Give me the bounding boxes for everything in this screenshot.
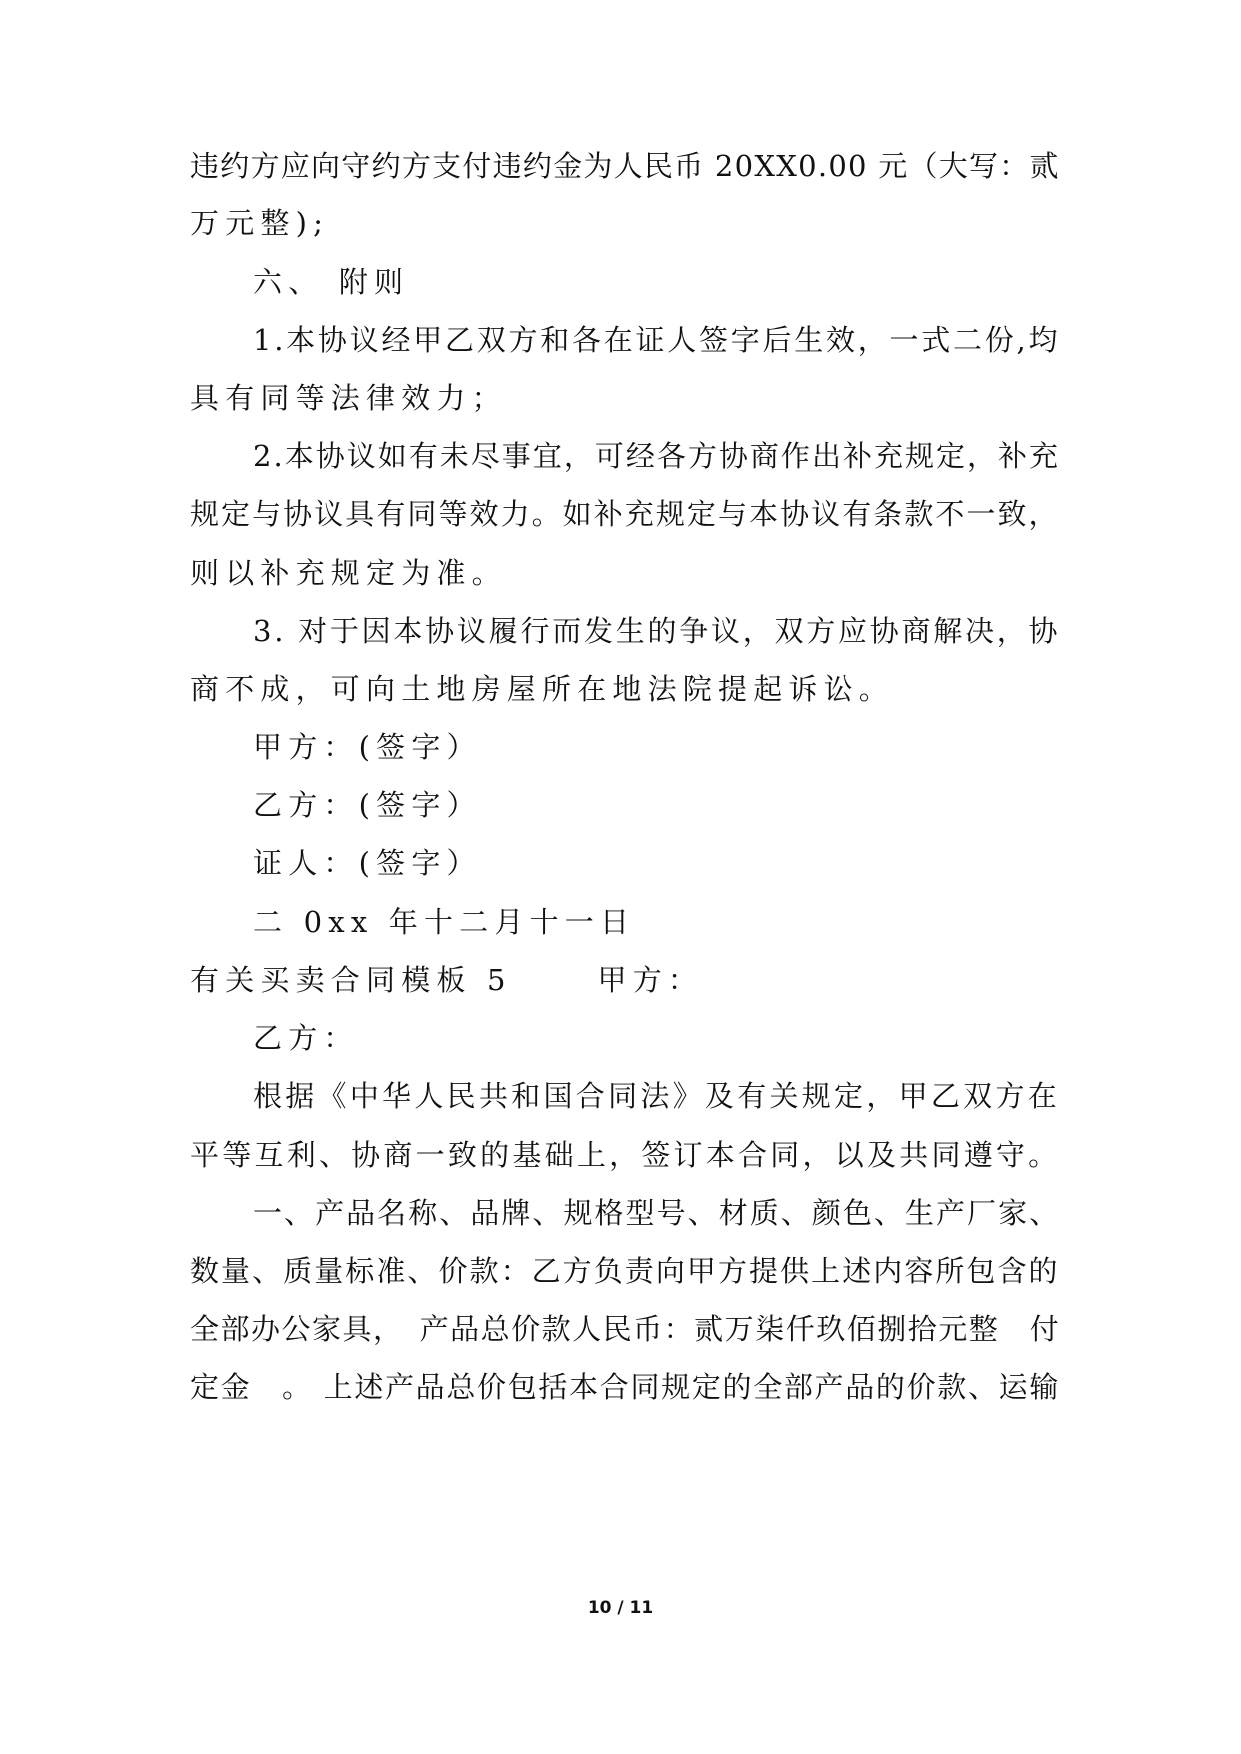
text-line: 全部办公家具， 产品总价款人民币：贰万柒仟玖佰捌拾元整 付 [190,1312,1061,1346]
text-line: 万元整); [190,206,330,240]
contract-title-line: 有关买卖合同模板 5 甲方： [190,963,704,997]
text-line: 一、产品名称、品牌、规格型号、材质、颜色、生产厂家、 [253,1196,1061,1230]
text-line: 乙方： [253,1021,359,1055]
text-line: 3. 对于因本协议履行而发生的争议，双方应协商解决，协 [253,614,1061,648]
text-line: 违约方应向守约方支付违约金为人民币 20XX0.00 元（大写：贰 [190,149,1060,183]
date-line: 二 0xx 年十二月十一日 [253,905,636,939]
text-line: 定金 。 上述产品总价包括本合同规定的全部产品的价款、运输 [190,1370,1061,1404]
text-line: 具有同等法律效力； [190,381,507,415]
text-line: 2.本协议如有未尽事宜，可经各方协商作出补充规定，补充 [253,439,1061,473]
text-line: 规定与协议具有同等效力。如补充规定与本协议有条款不一致， [190,497,1060,531]
text-line: 平等互利、协商一致的基础上，签订本合同，以及共同遵守。 [190,1138,1061,1172]
text-line: 商不成，可向土地房屋所在地法院提起诉讼。 [190,672,895,706]
text-line: 1.本协议经甲乙双方和各在证人签字后生效，一式二份,均 [253,323,1061,357]
signature-line-witness: 证人：(签字） [253,846,482,880]
section-heading: 六、 附则 [253,265,410,299]
signature-line-party-a: 甲方：(签字） [253,730,482,764]
text-line: 则以补充规定为准。 [190,556,507,590]
text-line: 数量、质量标准、价款：乙方负责向甲方提供上述内容所包含的 [190,1254,1060,1288]
page-number: 10 / 11 [587,1598,654,1618]
text-line: 根据《中华人民共和国合同法》及有关规定，甲乙双方在 [253,1079,1061,1113]
signature-line-party-b: 乙方：(签字） [253,788,482,822]
